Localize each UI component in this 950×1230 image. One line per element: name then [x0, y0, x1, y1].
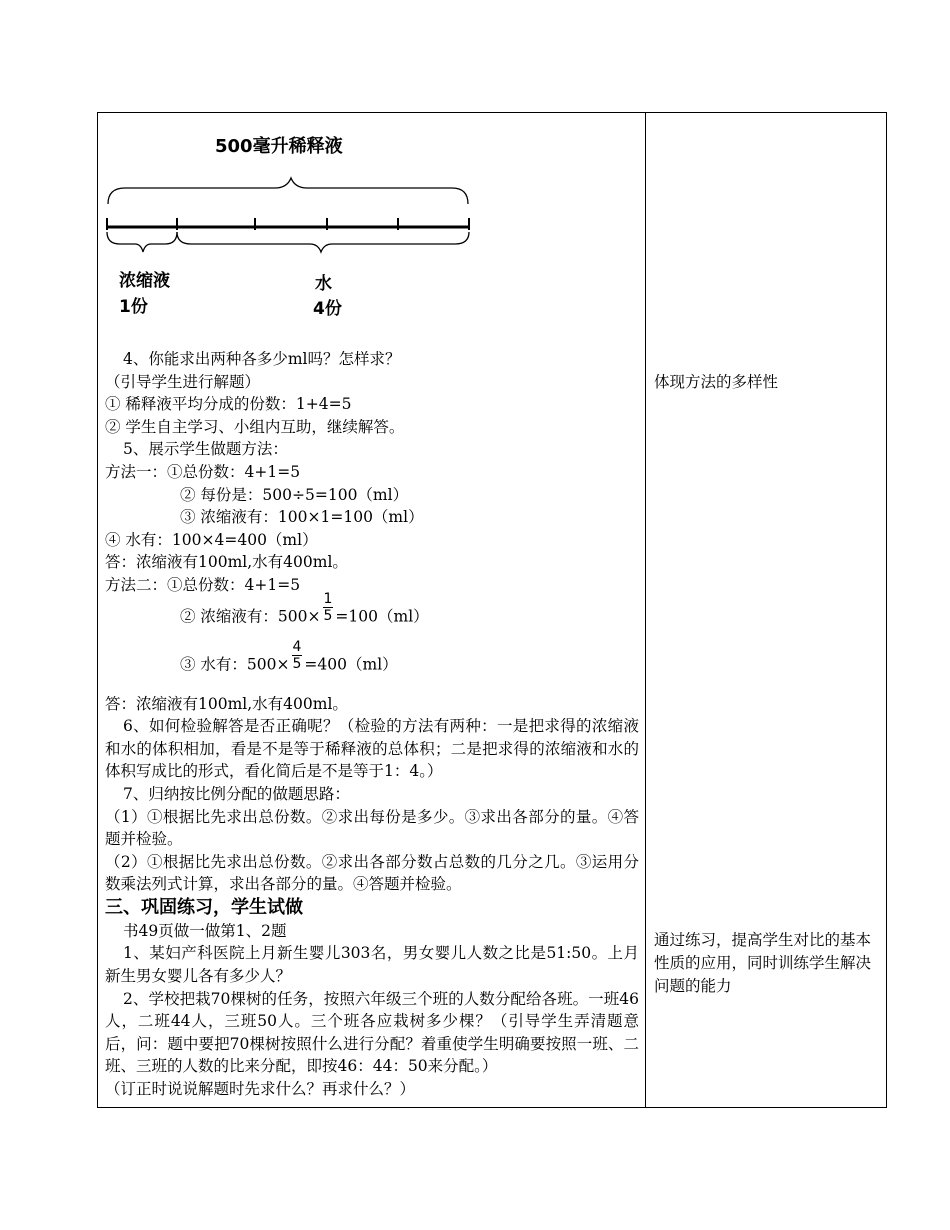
question-2: 2、学校把栽70棵树的任务，按照六年级三个班的人数分配给各班。一班46人，二班44人，三班50人。三个班各应栽树多少棵？（引导学生弄清题意后，问：题中要把70棵树按照什么进行分配？着重使学生明确要按照一班、二班、三班的人数的比来分配，即按46：44：50来分配。）	[105, 989, 639, 1076]
segment-diagram	[105, 120, 639, 348]
water-parts: 4份	[313, 299, 342, 319]
side-note-2: 通过练习，提高学生对比的基本性质的应用，同时训练学生解决问题的能力	[654, 931, 872, 995]
side-note-1: 体现方法的多样性	[654, 373, 779, 391]
fraction: $\frac{4}{5}$	[292, 638, 302, 672]
water-label: 水	[315, 274, 332, 294]
ratio-diagram	[105, 120, 639, 348]
diagram-title: 500毫升稀释液	[215, 136, 343, 157]
summary-2: （2）①根据比先求出总份数。②求出各部分数占总数的几分之几。③运用分数乘法列式计算，求出各部分的量。④答题并检验。	[105, 852, 639, 894]
text-line: ① 稀释液平均分成的份数：1+4=5	[105, 395, 352, 414]
section-heading: 三、巩固练习，学生试做	[105, 896, 303, 918]
summary-title: 7、归纳按比例分配的做题思路：	[123, 784, 350, 803]
text-line: 5、展示学生做题方法：	[123, 440, 288, 459]
exercise-ref: 书49页做一做第1、2题	[123, 921, 287, 940]
method2-answer: 答：浓缩液有100ml,水有400ml。	[105, 694, 348, 713]
text-line: ④ 水有：100×4=400（ml）	[105, 530, 318, 549]
text-line: 答：浓缩液有100ml,水有400ml。	[105, 553, 348, 572]
concentrate-label: 浓缩液	[119, 271, 170, 291]
text-line: ③ 浓缩液有：100×1=100（ml）	[180, 508, 424, 527]
step-list	[105, 348, 639, 597]
correction-note: （订正时说说解题时先求什么？再求什么？）	[105, 1080, 416, 1099]
main-column	[105, 120, 639, 1101]
question-1: 1、某妇产科医院上月新生婴儿303名，男女婴儿人数之比是51:50。上月新生男女婴儿各有多少人？	[105, 944, 639, 986]
check-paragraph: 6、如何检验解答是否正确呢？（检验的方法有两种：一是把求得的浓缩液和水的体积相加，看是不是等于稀释液的总体积；二是把求得的浓缩液和水的体积写成比的形式，看化简后是不是等于1：4。）	[105, 717, 639, 781]
text-line: 4、你能求出两种各多少ml吗？怎样求？	[123, 350, 401, 368]
concentrate-parts: 1份	[119, 297, 148, 317]
text-line: 方法二：①总份数：4+1=5	[105, 575, 301, 594]
text-line: ② 学生自主学习、小组内互助，继续解答。	[105, 417, 405, 436]
text-line: （引导学生进行解题）	[105, 372, 261, 391]
method2-step2: ② 浓缩液有：500× $\frac{1}{5}$ =100（ml）	[180, 590, 429, 626]
text-line: ② 每份是：500÷5=100（ml）	[180, 485, 409, 504]
fraction: $\frac{1}{5}$	[323, 590, 333, 624]
method2-step3: ③ 水有：500× $\frac{4}{5}$ =400（ml）	[180, 638, 398, 674]
text-line: 方法一：①总份数：4+1=5	[105, 462, 301, 481]
column-divider	[645, 112, 646, 1108]
summary-1: （1）①根据比先求出总份数。②求出每份是多少。③求出各部分的量。④答题并检验。	[105, 807, 639, 849]
